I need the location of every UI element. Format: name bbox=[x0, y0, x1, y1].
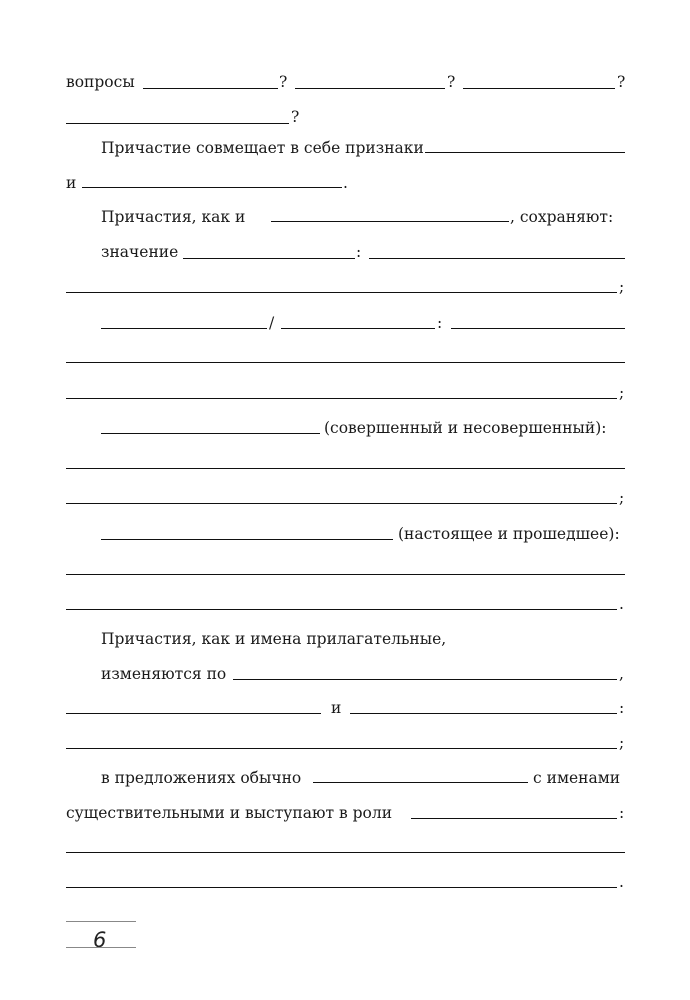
question-mark: ? bbox=[291, 108, 300, 126]
blank-line[interactable] bbox=[66, 292, 617, 293]
blank-line[interactable] bbox=[66, 468, 625, 469]
period: . bbox=[619, 595, 624, 613]
retain-text: , сохраняют: bbox=[510, 208, 614, 226]
blank-line[interactable] bbox=[101, 539, 393, 540]
question-mark: ? bbox=[617, 73, 626, 91]
participle-features-text: Причастие совмещает в себе признаки bbox=[101, 139, 424, 157]
tense-note: (настоящее и прошедшее): bbox=[398, 525, 620, 543]
page-number-rule bbox=[66, 947, 136, 948]
blank-line[interactable] bbox=[369, 258, 625, 259]
blank-line[interactable] bbox=[66, 887, 617, 888]
agree-text: в предложениях обычно bbox=[101, 769, 302, 787]
blank-line[interactable] bbox=[313, 782, 528, 783]
period: . bbox=[619, 873, 624, 891]
slash: / bbox=[269, 314, 275, 332]
blank-line[interactable] bbox=[425, 152, 625, 153]
page-number-rule bbox=[66, 921, 136, 922]
blank-line[interactable] bbox=[66, 609, 617, 610]
colon: : bbox=[619, 699, 625, 717]
question-mark: ? bbox=[447, 73, 456, 91]
blank-line[interactable] bbox=[66, 123, 289, 124]
semicolon: ; bbox=[619, 278, 625, 296]
aspect-note: (совершенный и несовершенный): bbox=[324, 419, 607, 437]
blank-line[interactable] bbox=[66, 574, 625, 575]
blank-line[interactable] bbox=[350, 713, 617, 714]
semicolon: ; bbox=[619, 734, 625, 752]
role-text: существительными и выступают в роли bbox=[66, 804, 393, 822]
blank-line[interactable] bbox=[66, 852, 625, 853]
blank-line[interactable] bbox=[82, 187, 342, 188]
conjunction-and: и bbox=[66, 174, 77, 192]
adjectives-intro: Причастия, как и имена прилагательные, bbox=[101, 630, 447, 648]
colon: : bbox=[437, 314, 443, 332]
comma: , bbox=[619, 665, 624, 683]
page-number: 6 bbox=[93, 928, 107, 952]
colon: : bbox=[619, 804, 625, 822]
blank-line[interactable] bbox=[66, 503, 617, 504]
blank-line[interactable] bbox=[451, 328, 625, 329]
blank-line[interactable] bbox=[66, 362, 625, 363]
semicolon: ; bbox=[619, 384, 625, 402]
blank-line[interactable] bbox=[101, 328, 267, 329]
blank-line[interactable] bbox=[66, 398, 617, 399]
participles-as-text: Причастия, как и bbox=[101, 208, 246, 226]
blank-line[interactable] bbox=[271, 221, 509, 222]
blank-line[interactable] bbox=[463, 88, 615, 89]
meaning-label: значение bbox=[101, 243, 179, 261]
colon: : bbox=[356, 243, 362, 261]
blank-line[interactable] bbox=[233, 679, 617, 680]
blank-line[interactable] bbox=[66, 713, 321, 714]
blank-line[interactable] bbox=[143, 88, 278, 89]
blank-line[interactable] bbox=[281, 328, 435, 329]
blank-line[interactable] bbox=[183, 258, 355, 259]
blank-line[interactable] bbox=[66, 748, 617, 749]
semicolon: ; bbox=[619, 489, 625, 507]
period: . bbox=[343, 174, 348, 192]
question-mark: ? bbox=[279, 73, 288, 91]
questions-label: вопросы bbox=[66, 73, 135, 91]
change-label: изменяются по bbox=[101, 665, 227, 683]
blank-line[interactable] bbox=[411, 818, 617, 819]
blank-line[interactable] bbox=[295, 88, 445, 89]
conjunction-and: и bbox=[331, 699, 342, 717]
blank-line[interactable] bbox=[101, 433, 320, 434]
agree-end-text: с именами bbox=[533, 769, 621, 787]
